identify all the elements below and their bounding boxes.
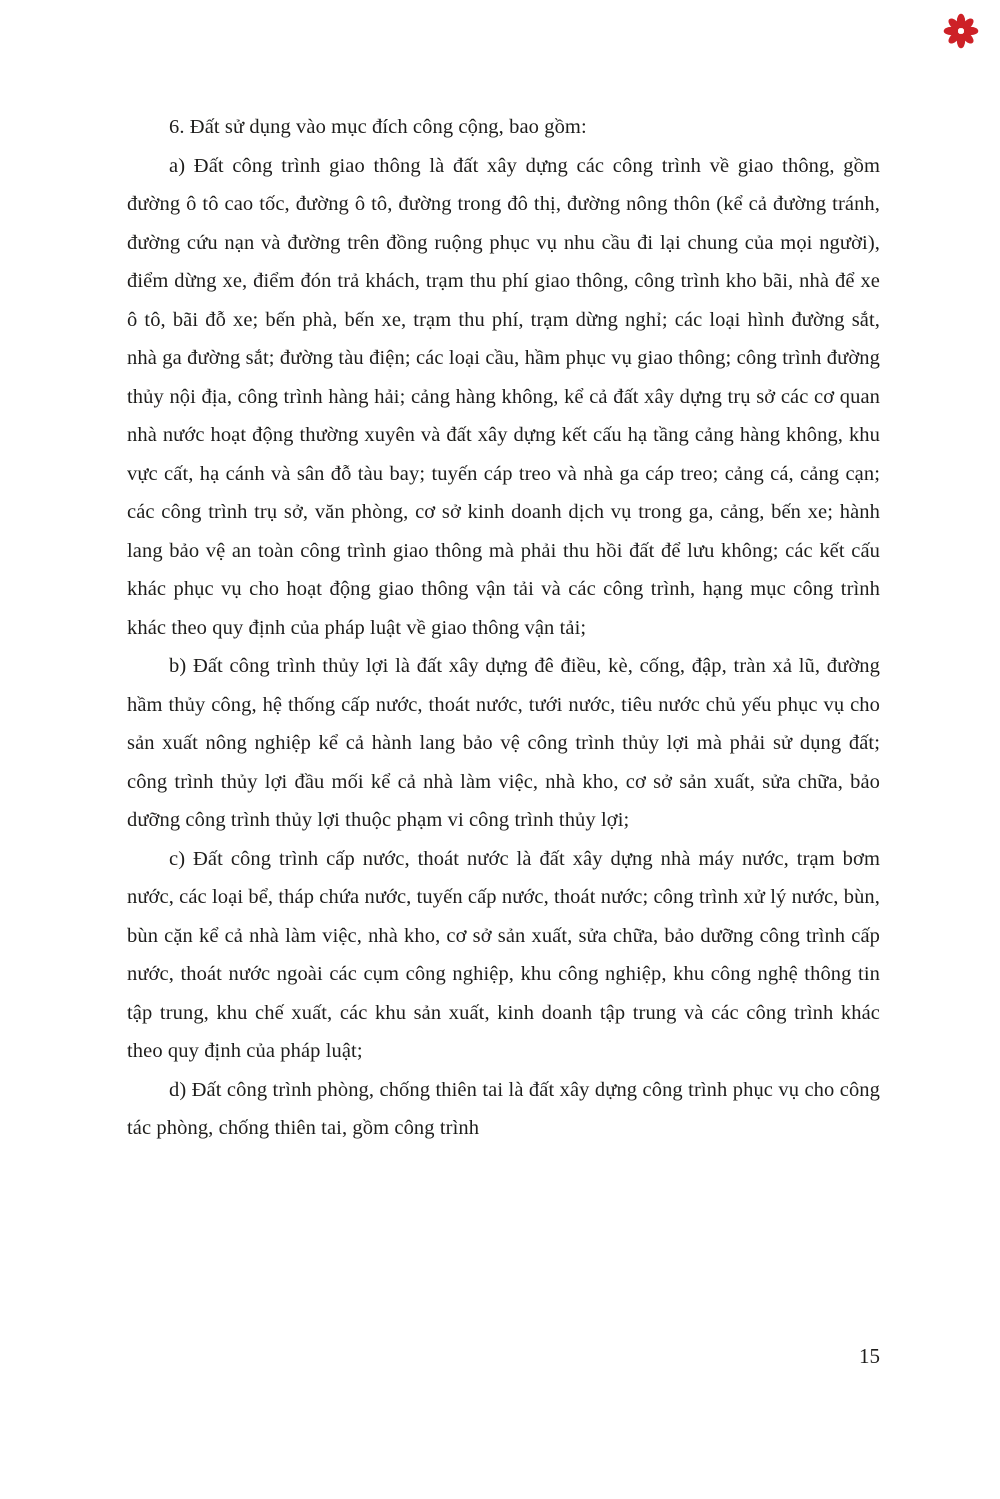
paragraph-point-a: a) Đất công trình giao thông là đất xây dựng các công trình về giao thông, gồm đường ô tô cao tốc, đường ô tô, đường trong đô thị, đường nông thôn (kể cả đường tránh, đường cứu nạn và đường trên đồng ruộng phục vụ nhu cầu đi lại chung của mọi người), điểm dừng xe, điểm đón trả khách, trạm thu phí giao thông, công trình kho bãi, nhà để xe ô tô, bãi đỗ xe; bến phà, bến xe, trạm thu phí, trạm dừng nghỉ; các loại hình đường sắt, nhà ga đường sắt; đường tàu điện; các loại cầu, hầm phục vụ giao thông; công trình đường thủy nội địa, công trình hàng hải; cảng hàng không, kể cả đất xây dựng trụ sở các cơ quan nhà nước hoạt động thường xuyên và đất xây dựng kết cấu hạ tầng cảng hàng không, khu vực cất, hạ cánh và sân đỗ tàu bay; tuyến cáp treo và nhà ga cáp treo; cảng cá, cảng cạn; các công trình trụ sở, văn phòng, cơ sở kinh doanh dịch vụ trong ga, cảng, bến xe; hành lang bảo vệ an toàn công trình giao thông mà phải thu hồi đất để lưu không; các kết cấu khác phục vụ cho hoạt động giao thông vận tải và các công trình, hạng mục công trình khác theo quy định của pháp luật về giao thông vận tải; [127,154,880,639]
flower-icon [943,13,979,49]
paragraph-point-d: d) Đất công trình phòng, chống thiên tai là đất xây dựng công trình phục vụ cho công tác phòng, chống thiên tai, gồm công trình [127,1078,880,1139]
flower-icon-svg [943,13,979,49]
paragraph-item-6: 6. Đất sử dụng vào mục đích công cộng, bao gồm: [169,116,587,138]
page-content [127,108,880,1148]
paragraph-point-c: c) Đất công trình cấp nước, thoát nước là đất xây dựng nhà máy nước, trạm bơm nước, các loại bể, tháp chứa nước, tuyến cấp nước, thoát nước; công trình xử lý nước, bùn, bùn cặn kể cả nhà làm việc, nhà kho, cơ sở sản xuất, sửa chữa, bảo dưỡng công trình cấp nước, thoát nước ngoài các cụm công nghiệp, khu công nghiệp, khu công nghệ thông tin tập trung, khu chế xuất, các khu sản xuất, kinh doanh tập trung và các công trình khác theo quy định của pháp luật; [127,847,880,1062]
paragraph-point-b: b) Đất công trình thủy lợi là đất xây dựng đê điều, kè, cống, đập, tràn xả lũ, đường hầm thủy công, hệ thống cấp nước, thoát nước, tưới nước, tiêu nước chủ yếu phục vụ cho sản xuất nông nghiệp kể cả hành lang bảo vệ công trình thủy lợi mà phải sử dụng đất; công trình thủy lợi đầu mối kể cả nhà làm việc, nhà kho, cơ sở sản xuất, sửa chữa, bảo dưỡng công trình thủy lợi thuộc phạm vi công trình thủy lợi; [127,655,880,831]
page-number: 15 [859,1344,880,1368]
